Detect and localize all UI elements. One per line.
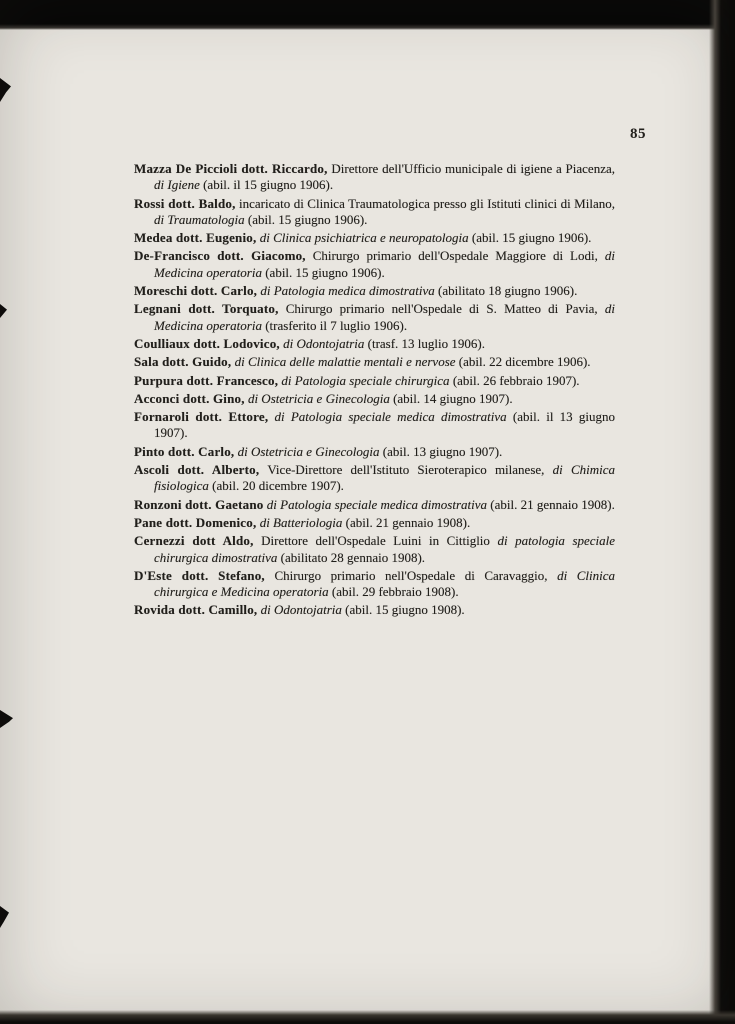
directory-entry (134, 515, 615, 531)
entry-subject: di Ostetricia e Ginecologia (247, 390, 390, 406)
entry-subject: di Medicina operatoria (154, 248, 615, 280)
scan-right-border (709, 0, 735, 1024)
entry-note: (abil. 26 febbraio 1907). (452, 372, 580, 388)
entry-name: Mazza De Piccioli dott. Riccardo, (134, 161, 328, 176)
entry-subject: di Clinica delle malattie mentali e nervose (234, 354, 456, 370)
entry-subject: di Chimica fisiologica (154, 462, 616, 494)
entry-name: Sala dott. Guido, (134, 354, 232, 370)
entry-note: (abil. 15 giugno 1906). (247, 211, 368, 227)
directory-entry (134, 161, 615, 194)
entry-note: (abil. 21 gennaio 1908). (345, 514, 471, 530)
directory-entry (134, 230, 615, 246)
directory-entry (134, 533, 615, 566)
entry-note: (abil. 22 dicembre 1906). (458, 354, 591, 370)
entry-note: (abil. 21 gennaio 1908). (490, 496, 615, 512)
entry-name: Moreschi dott. Carlo, (134, 283, 258, 299)
directory-entry (134, 391, 615, 407)
directory-entry (134, 373, 615, 389)
entry-subject: di Patologia speciale medica dimostrativa (274, 409, 507, 425)
entry-role: Direttore dell'Ufficio municipale di igiene a Piacenza, (331, 161, 615, 176)
entry-role: Chirurgo primario nell'Ospedale di S. Matteo di Pavia, (285, 301, 598, 317)
entry-subject: di Batteriologia (259, 514, 343, 530)
entry-role: Chirurgo primario dell'Ospedale Maggiore di Lodi, (312, 248, 598, 264)
entry-subject: di Clinica chirurgica e Medicina operatoria (154, 567, 616, 600)
entry-note: (abilitato 18 giugno 1906). (438, 283, 578, 299)
entry-note: (abil. 13 giugno 1907). (382, 443, 503, 459)
scan-edge-mark (0, 78, 11, 102)
directory-entry (134, 602, 615, 618)
scan-top-border (0, 0, 735, 30)
directory-entry (134, 497, 615, 513)
entry-subject: di Ostetricia e Ginecologia (237, 443, 380, 459)
entry-name: Acconci dott. Gino, (134, 390, 245, 406)
entry-subject: di Traumatologia (154, 211, 245, 227)
entries-list (134, 161, 615, 621)
entry-name: Rovida dott. Camillo, (134, 602, 258, 618)
directory-entry (134, 283, 615, 299)
entry-note: (trasf. 13 luglio 1906). (367, 335, 485, 351)
entry-name: D'Este dott. Stefano, (134, 567, 265, 583)
entry-note: (abil. 15 giugno 1906). (265, 264, 385, 280)
entry-subject: di Patologia speciale chirurgica (281, 372, 450, 388)
directory-entry (134, 248, 615, 281)
entry-role: Vice-Direttore dell'Istituto Sieroterapico milanese, (267, 462, 545, 478)
entry-note: (abilitato 28 gennaio 1908). (280, 549, 426, 565)
entry-name: De-Francisco dott. Giacomo, (134, 248, 306, 264)
entry-note: (abil. 20 dicembre 1907). (212, 478, 344, 494)
entry-name: Coulliaux dott. Lodovico, (134, 335, 280, 351)
entry-subject: di Odontojatria (283, 335, 365, 351)
directory-entry (134, 196, 615, 229)
entry-note: (abil. 15 giugno 1908). (345, 602, 465, 618)
entry-subject: di Igiene (154, 177, 200, 193)
entry-subject: di Clinica psichiatrica e neuropatologia (259, 230, 469, 246)
entry-subject: di patologia speciale chirurgica dimostrativa (154, 533, 616, 565)
entry-note: (abil. il 13 giugno 1907). (154, 409, 615, 441)
scan-edge-mark (0, 906, 9, 928)
entry-name: Ascoli dott. Alberto, (134, 462, 260, 478)
entry-subject: di Patologia speciale medica dimostrativa (266, 496, 488, 512)
entry-name: Purpura dott. Francesco, (134, 372, 279, 388)
entry-name: Medea dott. Eugenio, (134, 230, 257, 246)
entry-name: Cernezzi dott Aldo, (134, 533, 254, 549)
page-number: 85 (630, 126, 646, 142)
entry-note: (trasferito il 7 luglio 1906). (265, 317, 408, 333)
entry-note: (abil. 15 giugno 1906). (471, 230, 592, 246)
entry-subject: di Medicina operatoria (154, 301, 616, 333)
entry-note: (abil. il 15 giugno 1906). (203, 177, 334, 193)
entry-note: (abil. 14 giugno 1907). (393, 390, 513, 406)
entry-note: (abil. 29 febbraio 1908). (331, 584, 459, 600)
entry-role: Direttore dell'Ospedale Luini in Cittiglio (261, 533, 490, 549)
directory-entry (134, 462, 615, 495)
directory-entry (134, 354, 615, 370)
scan-edge-mark (0, 710, 13, 728)
entry-name: Pinto dott. Carlo, (134, 443, 235, 459)
directory-entry (134, 444, 615, 460)
scan-edge-mark (0, 304, 7, 318)
entry-name: Pane dott. Domenico, (134, 514, 257, 530)
entry-name: Legnani dott. Torquato, (134, 301, 279, 317)
entry-subject: di Patologia medica dimostrativa (260, 283, 435, 299)
scan-bottom-border (0, 1010, 735, 1024)
entry-role: incaricato di Clinica Traumatologica presso gli Istituti clinici di Milano, (239, 195, 615, 211)
entry-name: Rossi dott. Baldo, (134, 195, 236, 211)
entry-subject: di Odontojatria (260, 602, 342, 618)
entry-name: Ronzoni dott. Gaetano (134, 496, 264, 512)
entry-name: Fornaroli dott. Ettore, (134, 409, 269, 425)
directory-entry (134, 336, 615, 352)
directory-entry (134, 409, 615, 442)
entry-role: Chirurgo primario nell'Ospedale di Caravaggio, (274, 567, 548, 583)
directory-entry (134, 568, 615, 601)
directory-entry (134, 301, 615, 334)
